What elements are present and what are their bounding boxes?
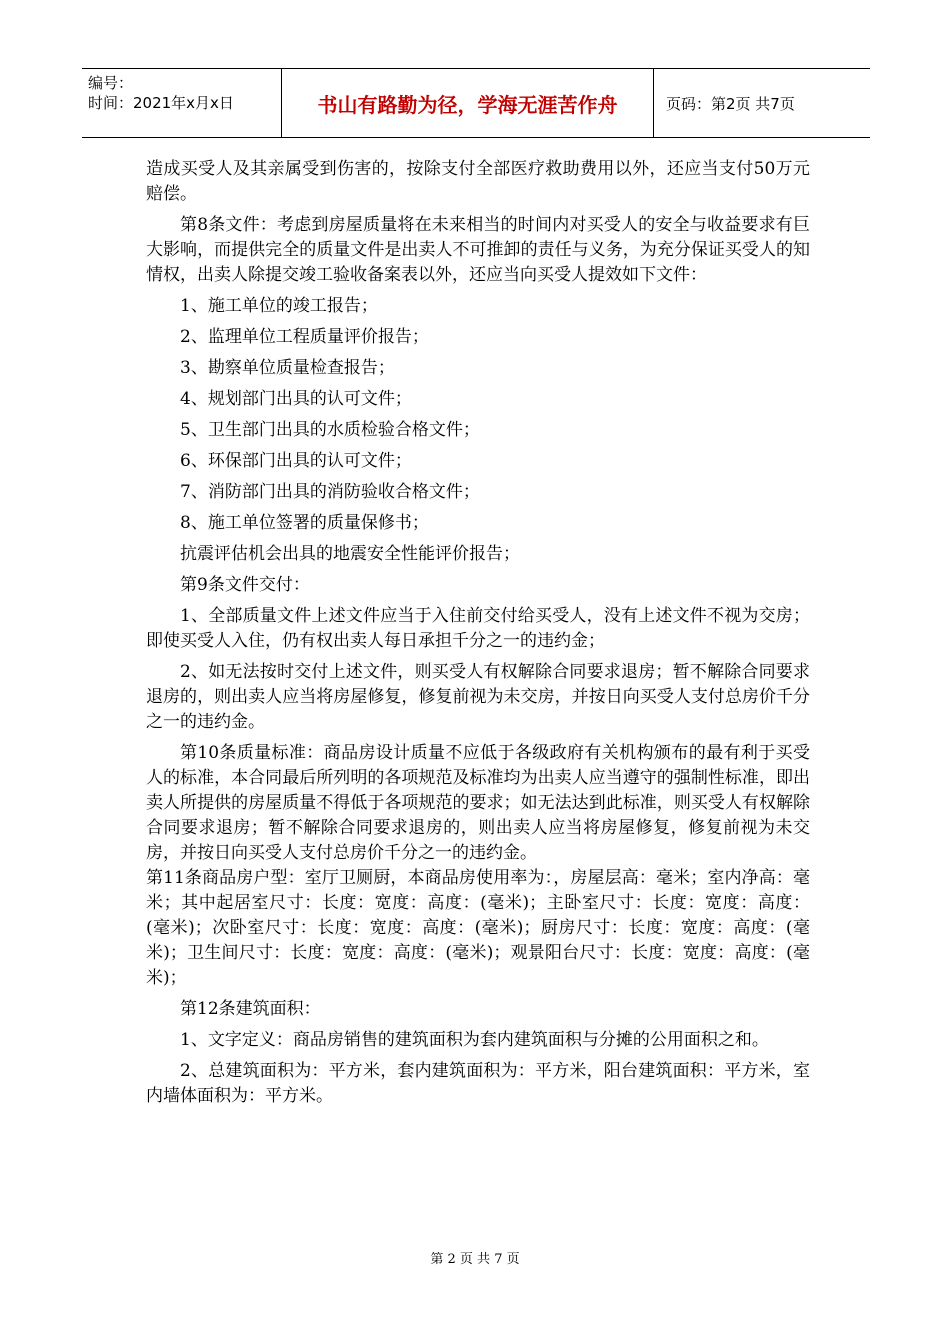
paragraph: 第10条质量标准：商品房设计质量不应低于各级政府有关机构颁布的最有利于买受人的标准，本合同最后所列明的各项规范及标准均为出卖人应当遵守的强制性标准，即出卖人所提供的房屋质量不得低于各项规范的要求；如无法达到此标准，则买受人有权解除合同要求退房；暂不解除合同要求退房的，则出卖人应当将房屋修复，修复前视为未交房，并按日向买受人支付总房价千分之一的违约金。 [146, 743, 810, 863]
paragraph: 第11条商品房户型：室厅卫厕厨，本商品房使用率为：，房屋层高：毫米；室内净高：毫米；其中起居室尺寸：长度：宽度：高度：(毫米)；主卧室尺寸：长度：宽度：高度：(毫米)；次卧室尺寸：长度：宽度：高度：(毫米)；厨房尺寸：长度：宽度：高度：(毫米)；卫生间尺寸：长度：宽度：高度：(毫米)；观景阳台尺寸：长度：宽度：高度：(毫米)； [146, 868, 810, 988]
list-item: 3、勘察单位质量检查报告； [180, 358, 395, 378]
paragraph: 第12条建筑面积： [180, 999, 321, 1019]
paragraph: 造成买受人及其亲属受到伤害的，按除支付全部医疗救助费用以外，还应当支付50万元赔偿。 [146, 159, 810, 204]
paragraph: 第9条文件交付： [180, 575, 310, 595]
paragraph: 2、总建筑面积为：平方米，套内建筑面积为：平方米，阳台建筑面积：平方米，室内墙体面积为：平方米。 [146, 1061, 810, 1106]
paragraph: 1、文字定义：商品房销售的建筑面积为套内建筑面积与分摊的公用面积之和。 [180, 1030, 769, 1050]
list-item: 4、规划部门出具的认可文件； [180, 389, 412, 409]
list-item: 8、施工单位签署的质量保修书； [180, 513, 429, 533]
document-number-label: 编号： [88, 74, 134, 92]
document-time-label: 时间：2021年x月x日 [88, 94, 234, 112]
header-meta [82, 69, 282, 137]
list-item: 7、消防部门出具的消防验收合格文件； [180, 482, 480, 502]
list-item: 6、环保部门出具的认可文件； [180, 451, 412, 471]
document-body [146, 157, 810, 1115]
list-item: 1、施工单位的竣工报告； [180, 296, 378, 316]
header-page-label: 页码：第2页 共7页 [666, 94, 795, 113]
paragraph: 第8条文件：考虑到房屋质量将在未来相当的时间内对买受人的安全与收益要求有巨大影响，而提供完全的质量文件是出卖人不可推卸的责任与义务，为充分保证买受人的知情权，出卖人除提交竣工验收备案表以外，还应当向买受人提效如下文件： [146, 215, 810, 285]
paragraph: 2、如无法按时交付上述文件，则买受人有权解除合同要求退房；暂不解除合同要求退房的，则出卖人应当将房屋修复，修复前视为未交房，并按日向买受人支付总房价千分之一的违约金。 [146, 662, 810, 732]
page-footer: 第 2 页 共 7 页 [430, 1252, 520, 1267]
page-header [82, 68, 870, 138]
list-item: 抗震评估机会出具的地震安全性能评价报告； [180, 544, 520, 564]
list-item: 5、卫生部门出具的水质检验合格文件； [180, 420, 480, 440]
paragraph: 1、全部质量文件上述文件应当于入住前交付给买受人，没有上述文件不视为交房；即使买受人入住，仍有权出卖人每日承担千分之一的违约金； [146, 606, 810, 651]
header-motto: 书山有路勤为径，学海无涯苦作舟 [282, 69, 654, 137]
list-item: 2、监理单位工程质量评价报告； [180, 327, 429, 347]
